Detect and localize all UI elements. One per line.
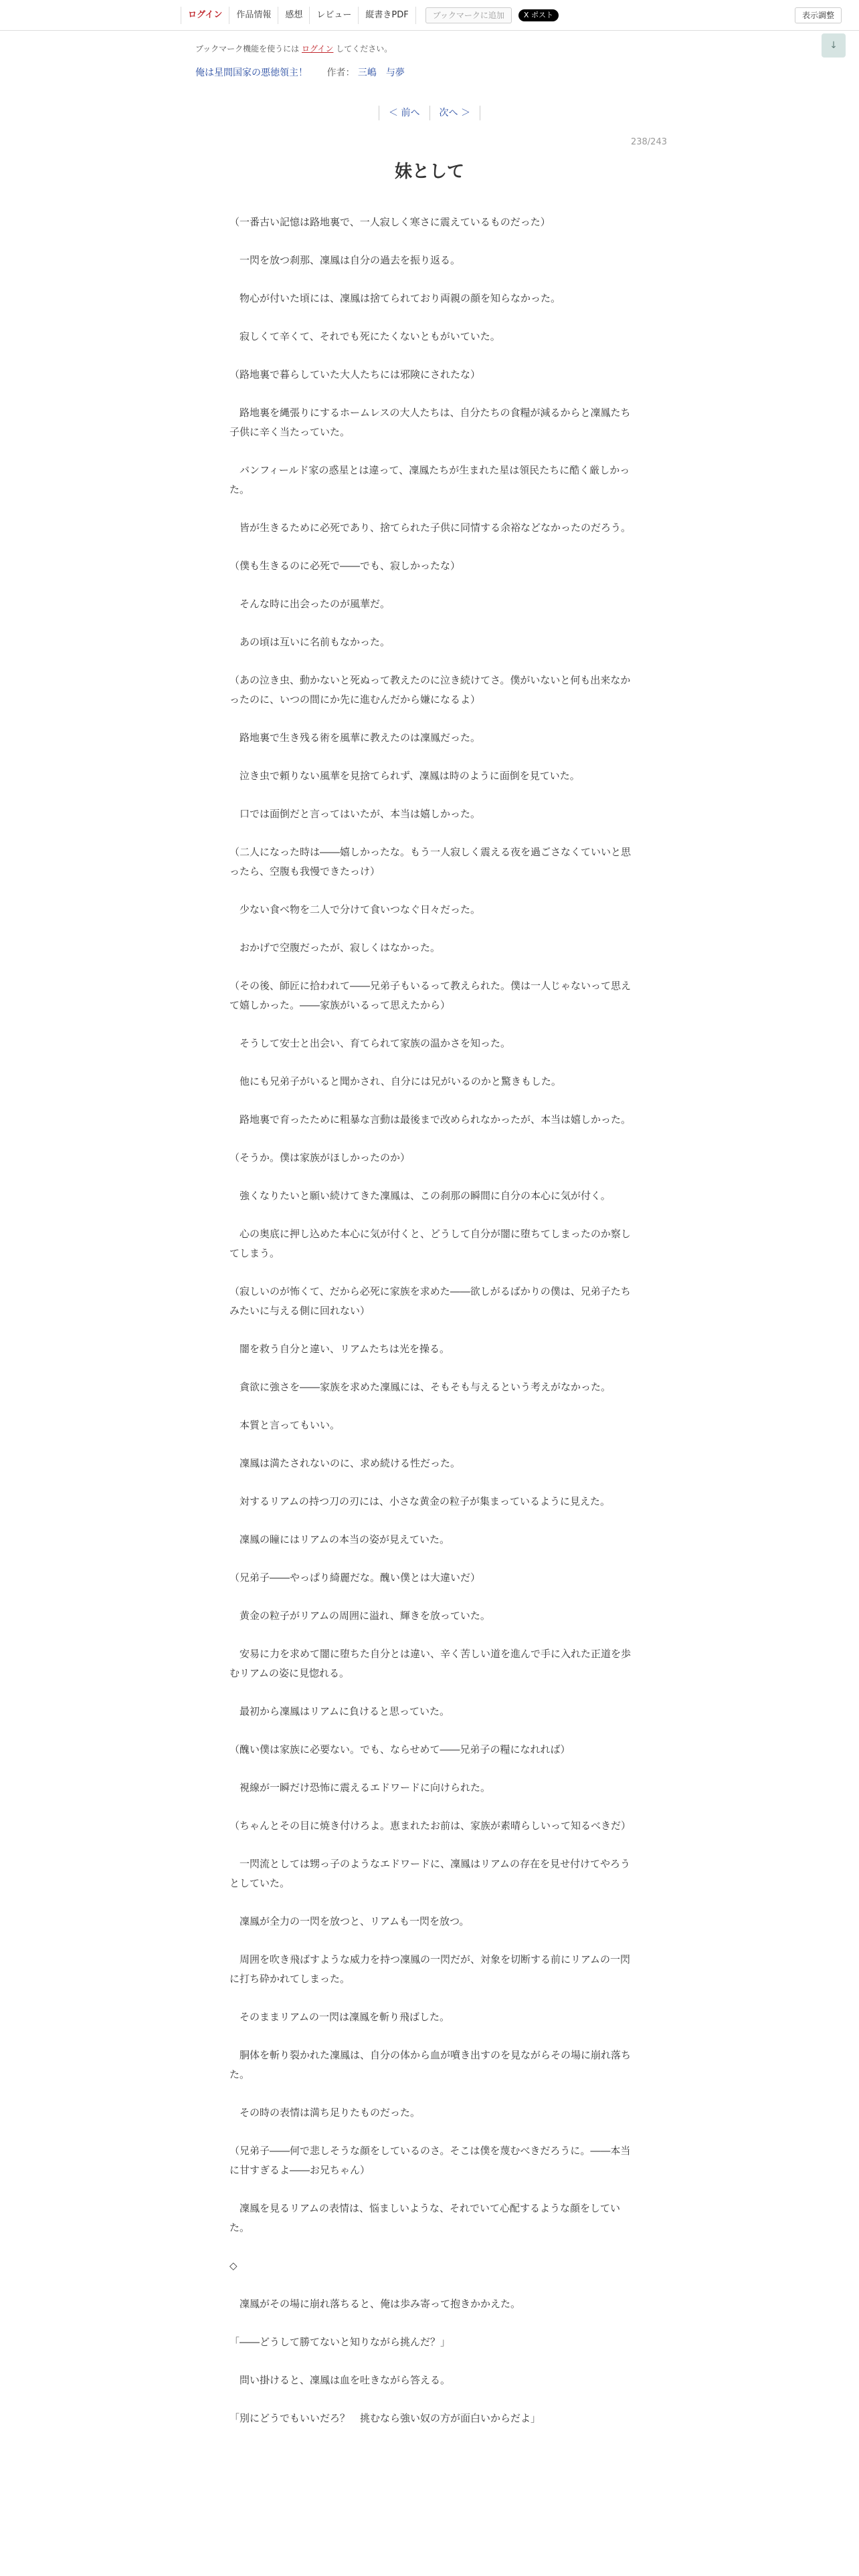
body-paragraph: 寂しくて辛くて、それでも死にたくないともがいていた。	[240, 330, 500, 342]
body-paragraph: あの頃は互いに名前もなかった。	[240, 636, 391, 648]
body-paragraph: （寂しいのが怖くて、だから必死に家族を求めた――欲しがるばかりの僕は、兄弟子たちみたいに与える側に回れない）	[229, 1285, 631, 1317]
body-paragraph: 少ない食べ物を二人で分けて食いつなぐ日々だった。	[240, 903, 481, 916]
body-paragraph: 強くなりたいと願い続けてきた凜鳳は、この刹那の瞬間に自分の本心に気が付く。	[240, 1190, 611, 1202]
chevron-down-icon: ↓	[830, 40, 838, 51]
body-paragraph: 路地裏を縄張りにするホームレスの大人たちは、自分たちの食糧が減るからと凜鳳たち子供に辛く当たっていた。	[229, 407, 631, 438]
body-paragraph: 「別にどうでもいいだろ？ 挑むなら強い奴の方が面白いからだよ」	[229, 2412, 541, 2424]
x-post-button[interactable]: X ポスト	[518, 9, 559, 21]
body-paragraph: 路地裏で生き残る術を風華に教えたのは凜鳳だった。	[240, 732, 481, 744]
body-paragraph: 視線が一瞬だけ恐怖に震えるエドワードに向けられた。	[240, 1782, 491, 1794]
body-paragraph: 一閃を放つ刹那、凜鳳は自分の過去を振り返る。	[240, 254, 461, 266]
body-paragraph: 対するリアムの持つ刀の刃には、小さな黄金の粒子が集まっているように見えた。	[240, 1495, 610, 1507]
work-info-link[interactable]: 作品情報	[229, 7, 278, 24]
body-paragraph: 凜鳳の瞳にはリアムの本当の姿が見えていた。	[240, 1533, 450, 1545]
body-paragraph: そんな時に出会ったのが風華だ。	[240, 598, 391, 610]
notice-suffix: してください。	[336, 44, 393, 53]
body-paragraph: 安易に力を求めて闇に堕ちた自分とは違い、辛く苦しい道を進んで手に入れた正道を歩むリアムの姿に見惚れる。	[229, 1648, 632, 1679]
body-paragraph: 心の奥底に押し込めた本心に気が付くと、どうして自分が闇に堕ちてしまったのか察してしまう。	[229, 1228, 631, 1259]
body-paragraph: 胴体を斬り裂かれた凜鳳は、自分の体から血が噴き出すのを見ながらその場に崩れ落ちた。	[229, 2049, 632, 2080]
next-chapter-link[interactable]: 次へ ＞	[430, 106, 480, 120]
bookmark-add-button[interactable]: ブックマークに追加	[425, 7, 512, 23]
top-navigation	[0, 0, 859, 31]
body-paragraph: 口では面倒だと言ってはいたが、本当は嬉しかった。	[240, 808, 481, 820]
body-paragraph: 凜鳳を見るリアムの表情は、悩ましいような、それでいて心配するような顔をしていた。	[229, 2202, 620, 2234]
body-paragraph: 問い掛けると、凜鳳は血を吐きながら答える。	[240, 2374, 451, 2386]
body-paragraph: 闇を救う自分と違い、リアムたちは光を操る。	[240, 1343, 450, 1355]
body-paragraph: 一閃流としては甥っ子のようなエドワードに、凜鳳はリアムの存在を見せ付けてやろうとしていた。	[229, 1858, 630, 1889]
body-paragraph: 皆が生きるために必死であり、捨てられた子供に同情する余裕などなかったのだろう。	[240, 522, 632, 534]
body-paragraph: 路地裏で育ったために粗暴な言動は最後まで改められなかったが、本当は嬉しかった。	[240, 1113, 632, 1125]
body-paragraph: そうして安士と出会い、育てられて家族の温かさを知った。	[240, 1037, 511, 1049]
body-paragraph: ◇	[229, 2260, 237, 2272]
body-paragraph: おかげで空腹だったが、寂しくはなかった。	[240, 942, 441, 954]
body-paragraph: バンフィールド家の惑星とは違って、凜鳳たちが生まれた星は領民たちに酷く厳しかった。	[229, 464, 630, 496]
body-paragraph: 貪欲に強さを――家族を求めた凜鳳には、そもそも与えるという考えがなかった。	[240, 1381, 611, 1393]
scroll-button[interactable]	[822, 33, 846, 58]
author-label: 作者：	[326, 68, 355, 78]
bookmark-notice	[195, 43, 392, 54]
notice-login-link[interactable]: ログイン	[302, 44, 334, 53]
body-paragraph: （兄弟子――何で悲しそうな顔をしているのさ。そこは僕を蔑むべきだろうに。――本当に甘すぎるよ――お兄ちゃん）	[229, 2145, 631, 2176]
chapter-title: 妹として	[394, 162, 464, 182]
body-paragraph: 最初から凜鳳はリアムに負けると思っていた。	[240, 1705, 450, 1717]
body-paragraph: 凜鳳がその場に崩れ落ちると、俺は歩み寄って抱きかかえた。	[240, 2298, 521, 2310]
vertical-pdf-link[interactable]: 縦書きPDF	[359, 7, 415, 24]
body-paragraph: 泣き虫で頼りない風華を見捨てられず、凜鳳は時のように面倒を見ていた。	[240, 770, 580, 782]
work-header	[195, 66, 405, 79]
display-settings-button[interactable]: 表示調整	[795, 7, 842, 23]
body-paragraph: 他にも兄弟子がいると聞かされ、自分には兄がいるのかと驚きもした。	[240, 1075, 561, 1087]
body-paragraph: 黄金の粒子がリアムの周囲に溢れ、輝きを放っていた。	[240, 1610, 490, 1622]
author-link[interactable]: 三嶋 与夢	[357, 68, 405, 78]
chapter-body	[229, 213, 631, 2447]
body-paragraph: （ちゃんとその目に焼き付けろよ。恵まれたお前は、家族が素晴らしいって知るべきだ）	[229, 1820, 632, 1832]
impressions-link[interactable]: 感想	[278, 7, 310, 24]
body-paragraph: （あの泣き虫、動かないと死ぬって教えたのに泣き続けてさ。僕がいないと何も出来なかったのに、いつの間にか先に進むんだから嫌になるよ）	[229, 674, 631, 706]
body-paragraph: （一番古い記憶は路地裏で、一人寂しく寒さに震えているものだった）	[229, 216, 551, 228]
review-link[interactable]: レビュー	[310, 7, 359, 24]
body-paragraph: （二人になった時は――嬉しかったな。もう一人寂しく震える夜を過ごさなくていいと思ったら、空腹も我慢できたっけ）	[229, 846, 632, 877]
work-title-link[interactable]: 俺は星間国家の悪徳領主！	[195, 68, 308, 78]
notice-prefix: ブックマーク機能を使うには	[195, 44, 300, 53]
body-paragraph: 凜鳳は満たされないのに、求め続ける性だった。	[240, 1457, 461, 1469]
body-paragraph: （路地裏で暮らしていた大人たちには邪険にされたな）	[229, 368, 481, 381]
body-paragraph: その時の表情は満ち足りたものだった。	[240, 2107, 421, 2119]
nav-links	[181, 7, 559, 24]
body-paragraph: （醜い僕は家族に必要ない。でも、ならせめて――兄弟子の糧になれれば）	[229, 1743, 571, 1755]
login-link[interactable]: ログイン	[181, 7, 229, 24]
body-paragraph: 本質と言ってもいい。	[240, 1419, 341, 1431]
body-paragraph: （僕も生きるのに必死で――でも、寂しかったな）	[229, 560, 461, 572]
body-paragraph: 凜鳳が全力の一閃を放つと、リアムも一閃を放つ。	[240, 1915, 470, 1927]
body-paragraph: （兄弟子――やっぱり綺麗だな。醜い僕とは大違いだ）	[229, 1572, 481, 1584]
body-paragraph: 「――どうして勝てないと知りながら挑んだ？」	[229, 2336, 451, 2348]
body-paragraph: 周囲を吹き飛ばすような威力を持つ凜鳳の一閃だが、対象を切断する前にリアムの一閃に打ち砕かれてしまった。	[229, 1953, 630, 1985]
prev-chapter-link[interactable]: ＜ 前へ	[379, 106, 430, 120]
body-paragraph: 物心が付いた頃には、凜鳳は捨てられており両親の顔を知らなかった。	[240, 292, 561, 304]
body-paragraph: そのままリアムの一閃は凜鳳を斬り飛ばした。	[240, 2011, 450, 2023]
page-number: 238/243	[630, 137, 667, 147]
body-paragraph: （その後、師匠に拾われて――兄弟子もいるって教えられた。僕は一人じゃないって思えて嬉しかった。――家族がいるって思えたから）	[229, 980, 632, 1011]
body-paragraph: （そうか。僕は家族がほしかったのか）	[229, 1152, 411, 1164]
chapter-pager	[0, 106, 859, 120]
